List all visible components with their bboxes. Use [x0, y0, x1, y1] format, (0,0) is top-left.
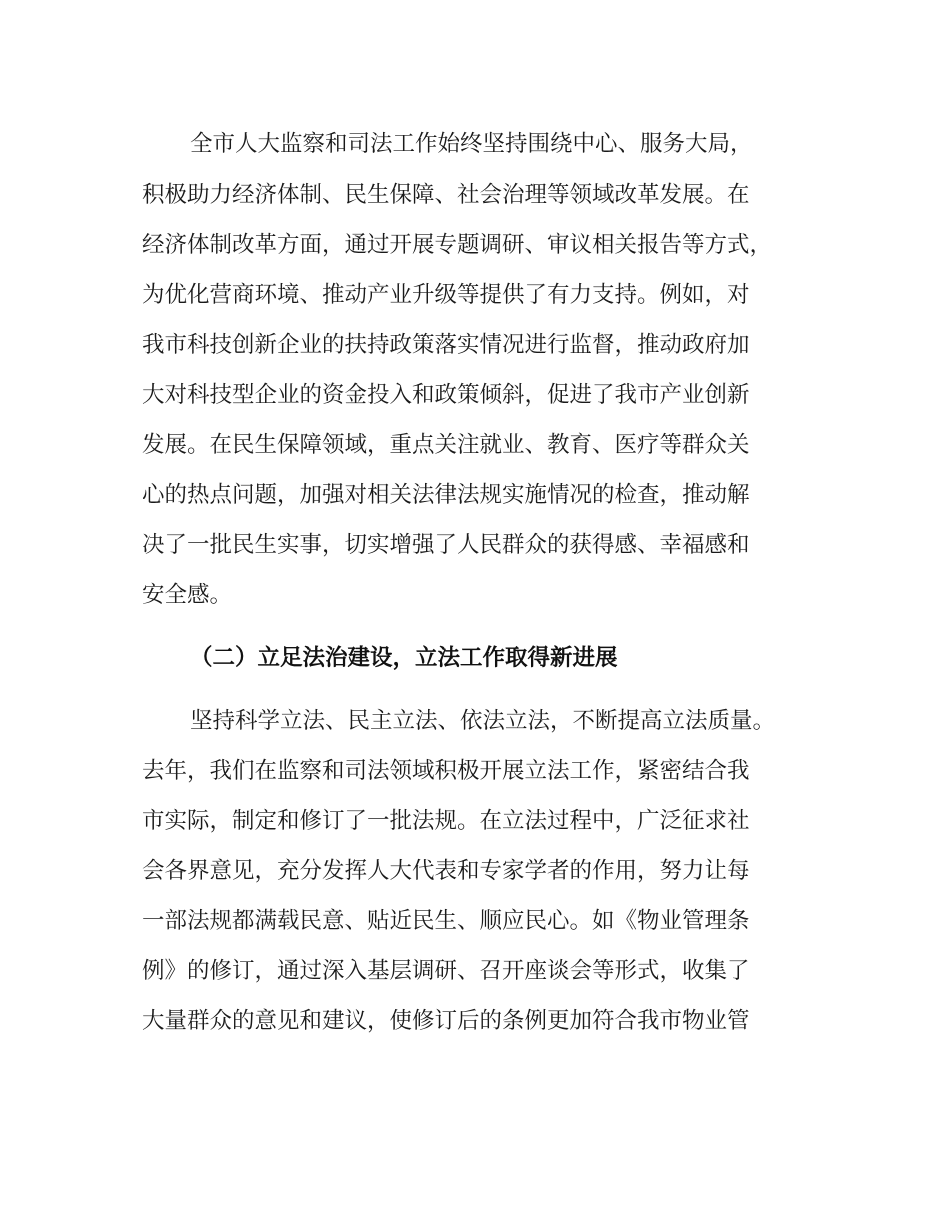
paragraph-line: 决了一批民生实事，切实增强了人民群众的获得感、幸福感和 — [142, 532, 750, 558]
paragraph-line: 例》的修订，通过深入基层调研、召开座谈会等形式，收集了 — [142, 958, 750, 984]
paragraph-line: 一部法规都满载民意、贴近民生、顺应民心。如《物业管理条 — [142, 908, 750, 934]
paragraph-line: 心的热点问题，加强对相关法律法规实施情况的检查，推动解 — [142, 482, 750, 508]
paragraph-line: 积极助力经济体制、民生保障、社会治理等领域改革发展。在 — [142, 182, 750, 208]
paragraph-line: 全市人大监察和司法工作始终坚持围绕中心、服务大局， — [190, 131, 753, 157]
paragraph-line: 会各界意见，充分发挥人大代表和专家学者的作用，努力让每 — [142, 858, 750, 884]
paragraph-line: 经济体制改革方面，通过开展专题调研、审议相关报告等方式， — [142, 232, 773, 258]
paragraph-line: 市实际，制定和修订了一批法规。在立法过程中，广泛征求社 — [142, 808, 750, 834]
paragraph-line: 大量群众的意见和建议，使修订后的条例更加符合我市物业管 — [142, 1008, 750, 1034]
paragraph-line: 安全感。 — [142, 582, 233, 608]
paragraph-line: 发展。在民生保障领域，重点关注就业、教育、医疗等群众关 — [142, 432, 750, 458]
paragraph-line: 为优化营商环境、推动产业升级等提供了有力支持。例如，对 — [142, 282, 750, 308]
section-heading: （二）立足法治建设，立法工作取得新进展 — [190, 645, 618, 671]
paragraph-line: 去年，我们在监察和司法领域积极开展立法工作，紧密结合我 — [142, 758, 750, 784]
paragraph-line: 坚持科学立法、民主立法、依法立法，不断提高立法质量。 — [190, 708, 776, 734]
paragraph-line: 我市科技创新企业的扶持政策落实情况进行监督，推动政府加 — [142, 332, 750, 358]
paragraph-line: 大对科技型企业的资金投入和政策倾斜，促进了我市产业创新 — [142, 382, 750, 408]
